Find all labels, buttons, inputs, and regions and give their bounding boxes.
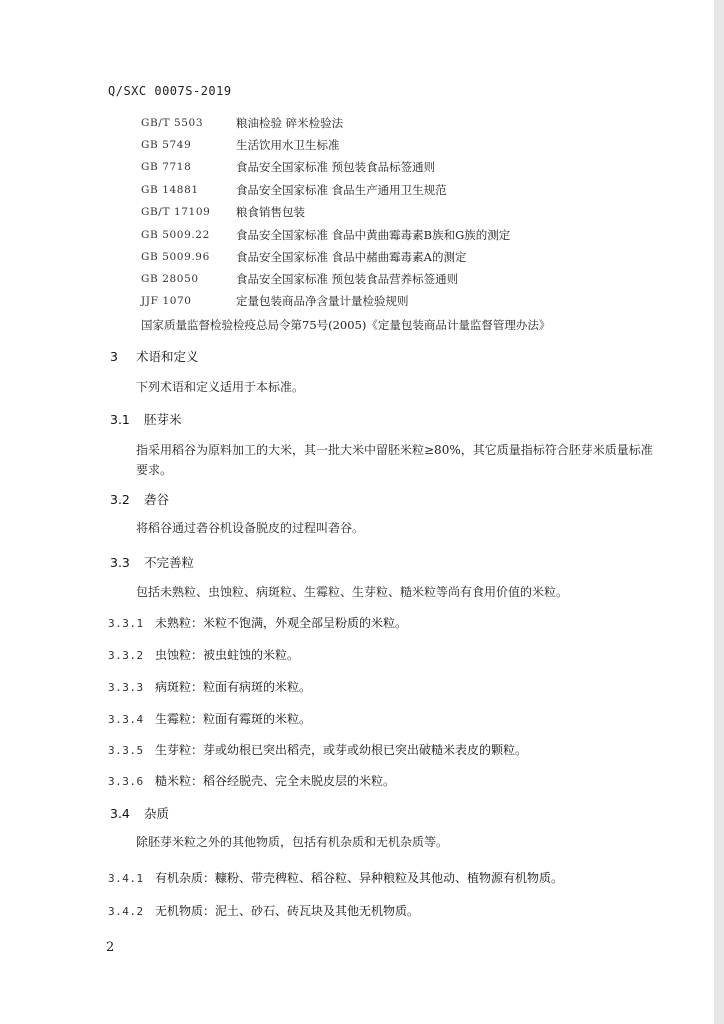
standard-code-header: Q/SXC 0007S-2019 [108, 84, 232, 98]
reference-title: 食品安全国家标准 预包装食品标签通则 [236, 160, 436, 174]
item-text: 糙米粒：稻谷经脱壳、完全未脱皮层的米粒。 [155, 774, 396, 788]
reference-title: 生活饮用水卫生标准 [236, 138, 340, 152]
item-text: 病斑粒：粒面有病斑的米粒。 [155, 680, 312, 694]
definition-item [108, 869, 563, 886]
reference-code: JJF 1070 [141, 295, 192, 307]
reference-code: GB 28050 [141, 273, 199, 285]
reference-title: 食品安全国家标准 预包装食品营养标签通则 [236, 272, 459, 286]
subsection-title: 砻谷 [144, 492, 170, 507]
item-number: 3.3.6 [108, 775, 144, 788]
reference-title: 食品安全国家标准 食品中黄曲霉毒素B族和G族的测定 [236, 228, 511, 242]
item-text: 生霉粒：粒面有霉斑的米粒。 [155, 712, 312, 726]
subsection-heading [110, 553, 194, 571]
item-text: 有机杂质：糠粉、带壳稗粒、稻谷粒、异种粮粒及其他动、植物源有机物质。 [155, 871, 564, 885]
subsection-number: 3.4 [110, 806, 130, 821]
definition-item [108, 902, 419, 919]
subsection-title: 杂质 [144, 806, 170, 821]
subsection-title: 胚芽米 [144, 412, 182, 427]
subsection-number: 3.1 [110, 412, 130, 427]
subsection-heading [110, 804, 169, 822]
definition-item [108, 614, 407, 631]
reference-title: 粮食销售包装 [236, 205, 305, 219]
definition-paragraph: 将稻谷通过砻谷机设备脱皮的过程叫砻谷。 [136, 521, 365, 535]
item-number: 3.4.1 [108, 872, 144, 885]
definition-item [108, 710, 311, 727]
subsection-title: 不完善粒 [144, 555, 195, 570]
section-number: 3 [110, 349, 118, 364]
reference-code: GB 14881 [141, 184, 199, 196]
reference-title: 粮油检验 碎米检验法 [236, 116, 344, 130]
definition-item [108, 772, 395, 789]
scan-edge-shadow [714, 0, 724, 1024]
page-number: 2 [106, 940, 115, 955]
definition-paragraph: 除胚芽米粒之外的其他物质，包括有机杂质和无机杂质等。 [136, 835, 449, 849]
item-number: 3.3.3 [108, 681, 144, 694]
reference-code: GB 5009.96 [141, 251, 210, 263]
definition-item [108, 678, 311, 695]
item-number: 3.3.5 [108, 744, 144, 757]
reference-title: 食品安全国家标准 食品中赭曲霉毒素A的测定 [236, 250, 467, 264]
item-text: 未熟粒：米粒不饱满，外观全部呈粉质的米粒。 [155, 616, 408, 630]
section-heading [110, 347, 199, 365]
reference-title: 食品安全国家标准 食品生产通用卫生规范 [236, 183, 447, 197]
reference-code: GB/T 17109 [141, 206, 211, 218]
section-intro: 下列术语和定义适用于本标准。 [136, 380, 305, 394]
item-number: 3.3.2 [108, 649, 144, 662]
definition-item [108, 646, 299, 663]
reference-code: GB 5009.22 [141, 229, 210, 241]
definition-item [108, 741, 527, 758]
item-number: 3.3.1 [108, 617, 144, 630]
reference-code: GB 5749 [141, 139, 192, 151]
item-text: 生芽粒：芽或幼根已突出稻壳，或芽或幼根已突出破糙米表皮的颗粒。 [155, 743, 528, 757]
reference-code: GB 7718 [141, 161, 192, 173]
subsection-heading [110, 410, 182, 428]
section-title: 术语和定义 [136, 349, 199, 364]
item-text: 无机物质：泥土、砂石、砖瓦块及其他无机物质。 [155, 904, 420, 918]
subsection-number: 3.2 [110, 492, 130, 507]
definition-paragraph: 包括未熟粒、虫蚀粒、病斑粒、生霉粒、生芽粒、糙米粒等尚有食用价值的米粒。 [136, 585, 569, 599]
reference-code: GB/T 5503 [141, 117, 204, 129]
reference-note: 国家质量监督检验检疫总局令第75号(2005)《定量包装商品计量监督管理办法》 [141, 318, 551, 332]
reference-title: 定量包装商品净含量计量检验规则 [236, 294, 409, 308]
item-text: 虫蚀粒：被虫蛀蚀的米粒。 [155, 648, 300, 662]
subsection-number: 3.3 [110, 555, 130, 570]
item-number: 3.3.4 [108, 713, 144, 726]
item-number: 3.4.2 [108, 905, 144, 918]
subsection-heading [110, 490, 169, 508]
definition-paragraph: 指采用稻谷为原料加工的大米，其一批大米中留胚米粒≥80%，其它质量指标符合胚芽米质量标准要求。 [136, 443, 653, 477]
